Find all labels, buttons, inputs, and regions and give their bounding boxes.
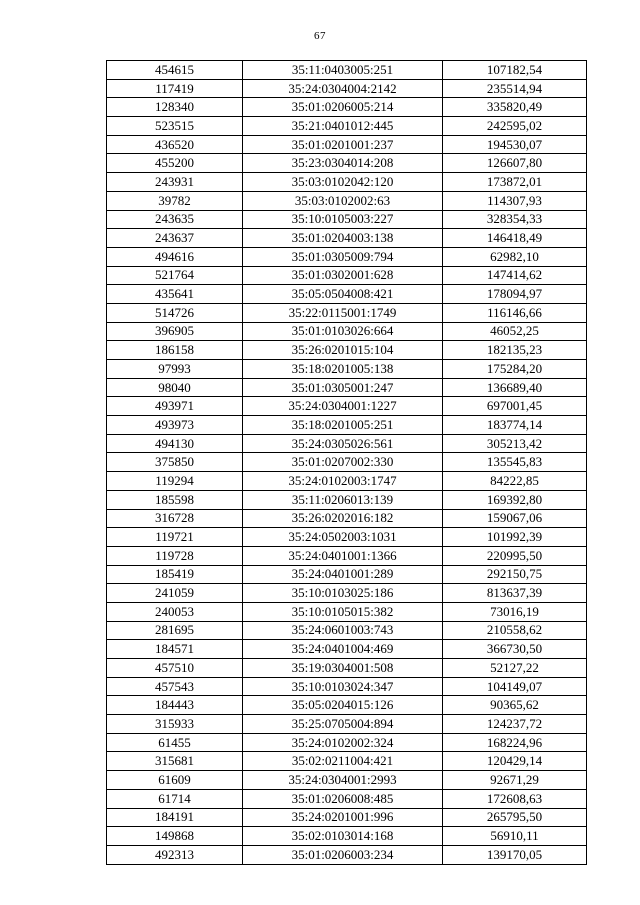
cadastral-number-cell: 35:01:0206008:485 (243, 789, 443, 808)
cadastral-number-cell: 35:24:0601003:743 (243, 621, 443, 640)
value-cell: 242595,02 (443, 117, 587, 136)
table-row (107, 565, 587, 584)
cadastral-number-cell: 35:01:0206005:214 (243, 98, 443, 117)
table-row (107, 490, 587, 509)
value-cell: 107182,54 (443, 61, 587, 80)
value-cell: 114307,93 (443, 191, 587, 210)
table-row (107, 752, 587, 771)
cadastral-number-cell: 35:22:0115001:1749 (243, 303, 443, 322)
table-row (107, 61, 587, 80)
row-id-cell: 243635 (107, 210, 243, 229)
table-row (107, 341, 587, 360)
cadastral-number-cell: 35:24:0401001:289 (243, 565, 443, 584)
value-cell: 194530,07 (443, 135, 587, 154)
cadastral-number-cell: 35:18:0201005:251 (243, 416, 443, 435)
cadastral-number-cell: 35:01:0201001:237 (243, 135, 443, 154)
table-row (107, 789, 587, 808)
table-row (107, 509, 587, 528)
value-cell: 84222,85 (443, 472, 587, 491)
table-row (107, 117, 587, 136)
value-cell: 136689,40 (443, 378, 587, 397)
value-cell: 366730,50 (443, 640, 587, 659)
cadastral-number-cell: 35:24:0304001:2993 (243, 771, 443, 790)
cadastral-number-cell: 35:19:0304001:508 (243, 659, 443, 678)
cadastral-number-cell: 35:10:0103024:347 (243, 677, 443, 696)
row-id-cell: 128340 (107, 98, 243, 117)
value-cell: 104149,07 (443, 677, 587, 696)
table-row (107, 584, 587, 603)
row-id-cell: 184191 (107, 808, 243, 827)
value-cell: 116146,66 (443, 303, 587, 322)
row-id-cell: 186158 (107, 341, 243, 360)
value-cell: 220995,50 (443, 546, 587, 565)
table-row (107, 285, 587, 304)
cadastral-number-cell: 35:24:0201001:996 (243, 808, 443, 827)
cadastral-number-cell: 35:02:0211004:421 (243, 752, 443, 771)
row-id-cell: 396905 (107, 322, 243, 341)
table-row (107, 266, 587, 285)
row-id-cell: 316728 (107, 509, 243, 528)
table-row (107, 79, 587, 98)
table-row (107, 771, 587, 790)
table-row (107, 640, 587, 659)
value-cell: 52127,22 (443, 659, 587, 678)
value-cell: 172608,63 (443, 789, 587, 808)
row-id-cell: 119294 (107, 472, 243, 491)
row-id-cell: 457543 (107, 677, 243, 696)
row-id-cell: 493973 (107, 416, 243, 435)
cadastral-number-cell: 35:10:0103025:186 (243, 584, 443, 603)
table-row (107, 378, 587, 397)
table-row (107, 322, 587, 341)
cadastral-number-cell: 35:01:0103026:664 (243, 322, 443, 341)
value-cell: 305213,42 (443, 434, 587, 453)
cadastral-number-cell: 35:24:0305026:561 (243, 434, 443, 453)
table-row (107, 135, 587, 154)
row-id-cell: 243931 (107, 173, 243, 192)
cadastral-number-cell: 35:24:0502003:1031 (243, 528, 443, 547)
value-cell: 139170,05 (443, 845, 587, 864)
value-cell: 135545,83 (443, 453, 587, 472)
row-id-cell: 185598 (107, 490, 243, 509)
table-row (107, 98, 587, 117)
row-id-cell: 149868 (107, 827, 243, 846)
row-id-cell: 521764 (107, 266, 243, 285)
cadastral-number-cell: 35:18:0201005:138 (243, 360, 443, 379)
row-id-cell: 117419 (107, 79, 243, 98)
table-body (107, 61, 587, 865)
value-cell: 813637,39 (443, 584, 587, 603)
cadastral-number-cell: 35:02:0103014:168 (243, 827, 443, 846)
cadastral-number-cell: 35:01:0302001:628 (243, 266, 443, 285)
cadastral-number-cell: 35:01:0305009:794 (243, 247, 443, 266)
cadastral-number-cell: 35:05:0204015:126 (243, 696, 443, 715)
row-id-cell: 39782 (107, 191, 243, 210)
row-id-cell: 119728 (107, 546, 243, 565)
value-cell: 328354,33 (443, 210, 587, 229)
value-cell: 147414,62 (443, 266, 587, 285)
row-id-cell: 523515 (107, 117, 243, 136)
cadastral-number-cell: 35:24:0401004:469 (243, 640, 443, 659)
table-row (107, 528, 587, 547)
value-cell: 175284,20 (443, 360, 587, 379)
row-id-cell: 436520 (107, 135, 243, 154)
cadastral-number-cell: 35:24:0304001:1227 (243, 397, 443, 416)
table-row (107, 472, 587, 491)
row-id-cell: 455200 (107, 154, 243, 173)
cadastral-number-cell: 35:26:0202016:182 (243, 509, 443, 528)
value-cell: 126607,80 (443, 154, 587, 173)
value-cell: 178094,97 (443, 285, 587, 304)
table-row (107, 397, 587, 416)
value-cell: 159067,06 (443, 509, 587, 528)
cadastral-number-cell: 35:03:0102042:120 (243, 173, 443, 192)
row-id-cell: 184571 (107, 640, 243, 659)
row-id-cell: 240053 (107, 602, 243, 621)
cadastral-number-cell: 35:21:0401012:445 (243, 117, 443, 136)
value-cell: 292150,75 (443, 565, 587, 584)
cadastral-number-cell: 35:01:0206003:234 (243, 845, 443, 864)
value-cell: 120429,14 (443, 752, 587, 771)
value-cell: 46052,25 (443, 322, 587, 341)
table-row (107, 621, 587, 640)
table-row (107, 154, 587, 173)
table-row (107, 247, 587, 266)
row-id-cell: 61609 (107, 771, 243, 790)
table-row (107, 715, 587, 734)
value-cell: 62982,10 (443, 247, 587, 266)
value-cell: 73016,19 (443, 602, 587, 621)
table-row (107, 696, 587, 715)
row-id-cell: 98040 (107, 378, 243, 397)
cadastral-number-cell: 35:01:0207002:330 (243, 453, 443, 472)
cadastral-number-cell: 35:23:0304014:208 (243, 154, 443, 173)
row-id-cell: 514726 (107, 303, 243, 322)
table-row (107, 416, 587, 435)
cadastral-number-cell: 35:11:0206013:139 (243, 490, 443, 509)
row-id-cell: 119721 (107, 528, 243, 547)
row-id-cell: 241059 (107, 584, 243, 603)
table-row (107, 173, 587, 192)
cadastral-number-cell: 35:10:0105015:382 (243, 602, 443, 621)
value-cell: 92671,29 (443, 771, 587, 790)
value-cell: 101992,39 (443, 528, 587, 547)
table-row (107, 845, 587, 864)
table-row (107, 602, 587, 621)
value-cell: 210558,62 (443, 621, 587, 640)
table-row (107, 808, 587, 827)
row-id-cell: 315681 (107, 752, 243, 771)
row-id-cell: 97993 (107, 360, 243, 379)
row-id-cell: 184443 (107, 696, 243, 715)
value-cell: 335820,49 (443, 98, 587, 117)
value-cell: 697001,45 (443, 397, 587, 416)
value-cell: 235514,94 (443, 79, 587, 98)
row-id-cell: 494130 (107, 434, 243, 453)
cadastral-number-cell: 35:01:0305001:247 (243, 378, 443, 397)
row-id-cell: 457510 (107, 659, 243, 678)
row-id-cell: 492313 (107, 845, 243, 864)
table-row (107, 677, 587, 696)
row-id-cell: 493971 (107, 397, 243, 416)
table-row (107, 434, 587, 453)
cadastral-number-cell: 35:05:0504008:421 (243, 285, 443, 304)
cadastral-number-cell: 35:24:0102002:324 (243, 733, 443, 752)
row-id-cell: 435641 (107, 285, 243, 304)
table-row (107, 191, 587, 210)
row-id-cell: 61714 (107, 789, 243, 808)
value-cell: 56910,11 (443, 827, 587, 846)
cadastral-number-cell: 35:11:0403005:251 (243, 61, 443, 80)
row-id-cell: 61455 (107, 733, 243, 752)
value-cell: 169392,80 (443, 490, 587, 509)
table-row (107, 827, 587, 846)
value-cell: 265795,50 (443, 808, 587, 827)
cadastral-number-cell: 35:03:0102002:63 (243, 191, 443, 210)
cadastral-number-cell: 35:24:0102003:1747 (243, 472, 443, 491)
value-cell: 183774,14 (443, 416, 587, 435)
value-cell: 90365,62 (443, 696, 587, 715)
table-row (107, 546, 587, 565)
table-row (107, 733, 587, 752)
cadastral-number-cell: 35:24:0304004:2142 (243, 79, 443, 98)
row-id-cell: 243637 (107, 229, 243, 248)
row-id-cell: 454615 (107, 61, 243, 80)
value-cell: 182135,23 (443, 341, 587, 360)
table-row (107, 303, 587, 322)
value-cell: 173872,01 (443, 173, 587, 192)
row-id-cell: 494616 (107, 247, 243, 266)
table-row (107, 659, 587, 678)
table-row (107, 453, 587, 472)
page-number: 67 (314, 30, 326, 42)
cadastral-number-cell: 35:25:0705004:894 (243, 715, 443, 734)
cadastral-number-cell: 35:10:0105003:227 (243, 210, 443, 229)
table-row (107, 360, 587, 379)
row-id-cell: 185419 (107, 565, 243, 584)
row-id-cell: 281695 (107, 621, 243, 640)
table-row (107, 210, 587, 229)
table-row (107, 229, 587, 248)
row-id-cell: 375850 (107, 453, 243, 472)
row-id-cell: 315933 (107, 715, 243, 734)
cadastral-number-cell: 35:01:0204003:138 (243, 229, 443, 248)
cadastral-number-cell: 35:26:0201015:104 (243, 341, 443, 360)
value-cell: 168224,96 (443, 733, 587, 752)
cadastral-table (106, 60, 587, 865)
cadastral-number-cell: 35:24:0401001:1366 (243, 546, 443, 565)
value-cell: 124237,72 (443, 715, 587, 734)
value-cell: 146418,49 (443, 229, 587, 248)
